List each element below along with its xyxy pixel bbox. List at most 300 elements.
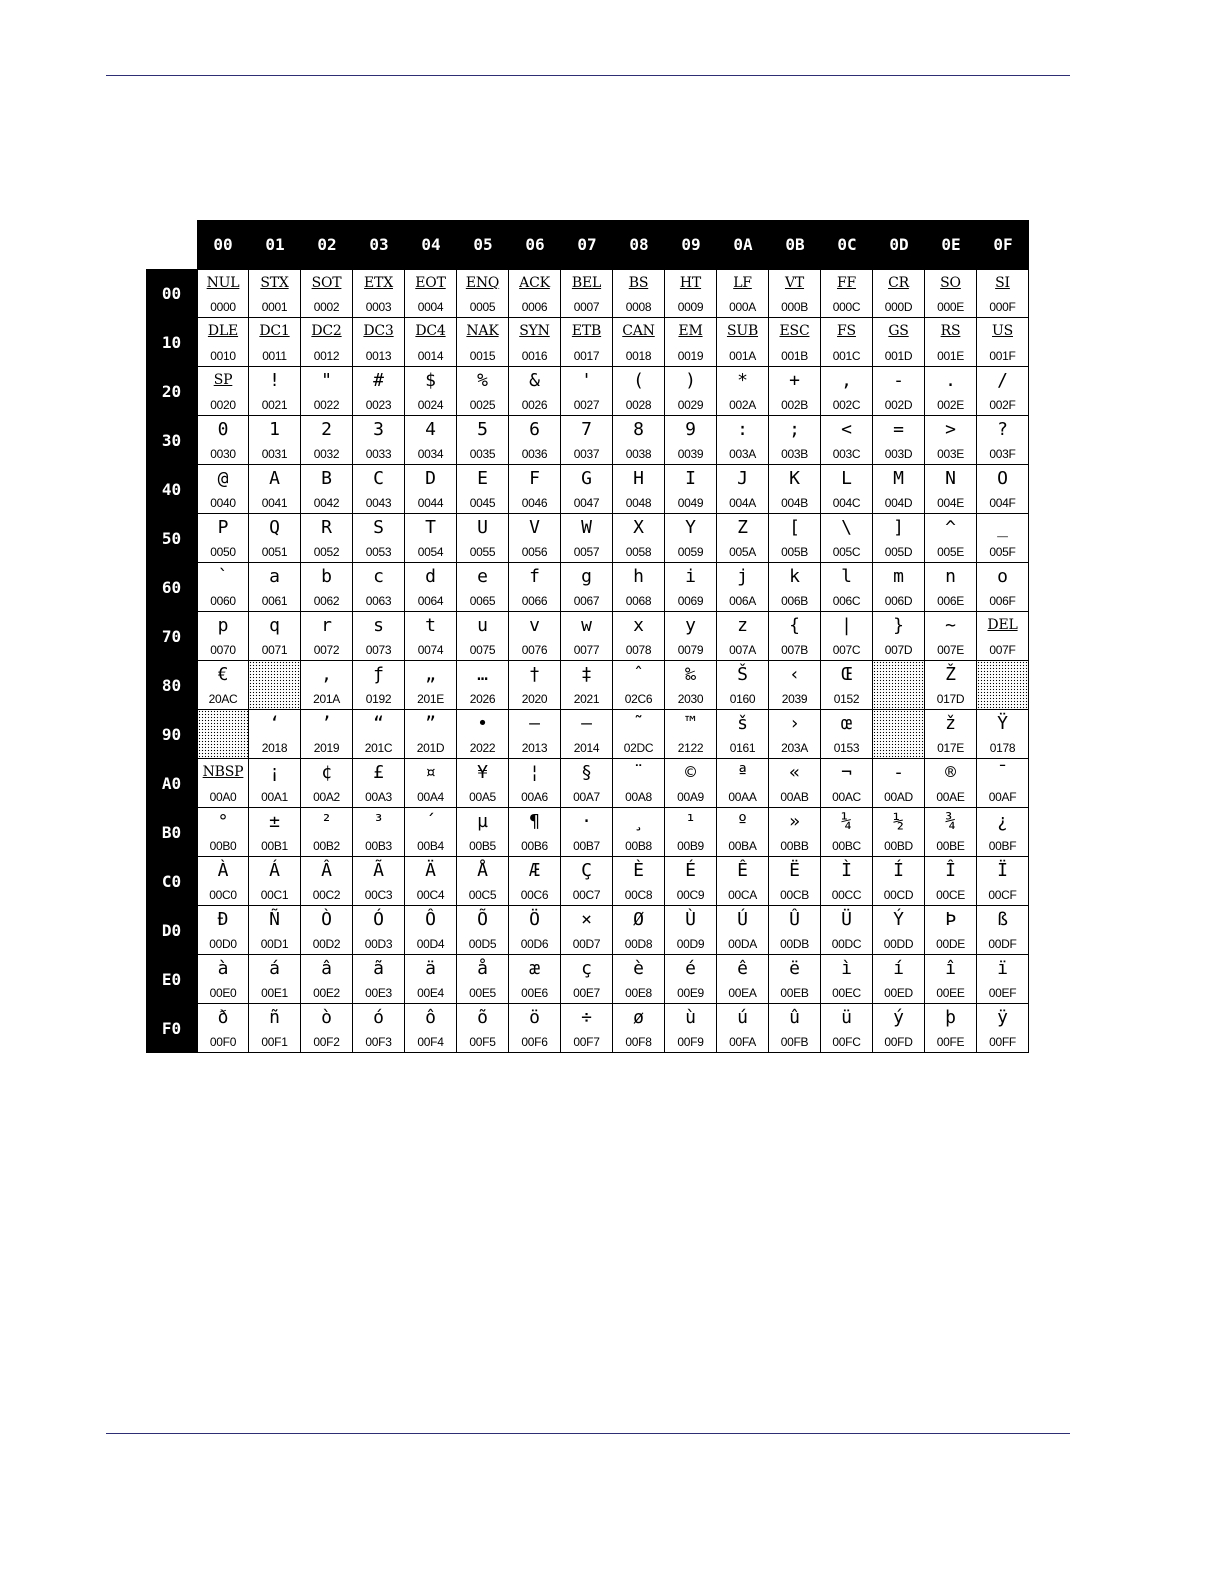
character-glyph: Ù bbox=[685, 909, 696, 930]
character-cell bbox=[717, 808, 769, 857]
character-glyph: e bbox=[477, 566, 488, 587]
unicode-value: 007E bbox=[937, 643, 964, 657]
unicode-value: 00DA bbox=[728, 937, 757, 951]
control-code-label: ETB bbox=[571, 323, 602, 339]
character-cell bbox=[405, 906, 457, 955]
column-header: 0C bbox=[821, 220, 873, 269]
character-cell bbox=[925, 808, 977, 857]
unicode-value: 00B3 bbox=[365, 839, 392, 853]
unicode-value: 00B0 bbox=[209, 839, 237, 853]
character-glyph: a bbox=[269, 566, 280, 587]
character-glyph: i bbox=[685, 566, 696, 587]
character-cell bbox=[301, 857, 353, 906]
unicode-value: 2018 bbox=[261, 741, 288, 755]
character-glyph: Ž bbox=[945, 664, 956, 685]
column-header: 0B bbox=[769, 220, 821, 269]
character-glyph: < bbox=[841, 419, 852, 440]
unicode-value: 0079 bbox=[677, 643, 704, 657]
unicode-value: 0066 bbox=[521, 594, 548, 608]
character-glyph: _ bbox=[997, 517, 1008, 538]
control-code-label: VT bbox=[784, 275, 805, 291]
unicode-value: 00CE bbox=[936, 888, 965, 902]
unicode-value: 00AA bbox=[728, 790, 757, 804]
character-cell bbox=[925, 661, 977, 710]
unicode-value: 0004 bbox=[417, 300, 444, 314]
character-cell bbox=[509, 416, 561, 465]
character-cell bbox=[509, 808, 561, 857]
character-glyph: ø bbox=[633, 1007, 644, 1028]
unicode-value: 00BF bbox=[988, 839, 1017, 853]
character-cell bbox=[353, 563, 405, 612]
unicode-value: 00E0 bbox=[209, 986, 237, 1000]
character-cell bbox=[821, 808, 873, 857]
unicode-value: 00CC bbox=[831, 888, 862, 902]
character-cell bbox=[977, 367, 1029, 416]
character-glyph: c bbox=[373, 566, 384, 587]
control-code-label: ESC bbox=[779, 323, 810, 339]
control-code-label: BS bbox=[628, 275, 649, 291]
character-cell bbox=[457, 906, 509, 955]
character-cell bbox=[249, 1004, 301, 1053]
character-cell bbox=[613, 318, 665, 367]
unicode-value: 00D1 bbox=[260, 937, 289, 951]
character-cell bbox=[873, 1004, 925, 1053]
unicode-value: 00EF bbox=[988, 986, 1017, 1000]
unicode-value: 00B9 bbox=[677, 839, 704, 853]
character-cell bbox=[197, 1004, 249, 1053]
unicode-value: 0063 bbox=[365, 594, 392, 608]
character-cell bbox=[561, 416, 613, 465]
unicode-value: 007F bbox=[989, 643, 1016, 657]
character-glyph: Z bbox=[737, 517, 748, 538]
character-glyph: ” bbox=[425, 713, 436, 734]
unicode-value: 00AE bbox=[936, 790, 965, 804]
unicode-value: 004F bbox=[989, 496, 1016, 510]
character-glyph: ü bbox=[841, 1007, 852, 1028]
unicode-value: 003F bbox=[989, 447, 1016, 461]
unicode-value: 02C6 bbox=[624, 692, 653, 706]
character-cell bbox=[821, 269, 873, 318]
control-code-label: LF bbox=[733, 275, 752, 291]
unicode-value: 00FE bbox=[936, 1035, 965, 1049]
character-cell bbox=[353, 465, 405, 514]
character-cell bbox=[717, 612, 769, 661]
column-header: 07 bbox=[561, 220, 613, 269]
character-cell bbox=[873, 416, 925, 465]
character-cell bbox=[977, 955, 1029, 1004]
character-cell bbox=[665, 857, 717, 906]
unicode-value: 006B bbox=[781, 594, 808, 608]
character-cell bbox=[509, 1004, 561, 1053]
control-code-label: SI bbox=[995, 275, 1010, 291]
unicode-value: 00EB bbox=[780, 986, 809, 1000]
character-cell bbox=[301, 1004, 353, 1053]
row-header: 00 bbox=[146, 269, 197, 318]
character-glyph: ì bbox=[841, 958, 852, 979]
character-cell bbox=[353, 710, 405, 759]
character-cell bbox=[457, 955, 509, 1004]
character-glyph: Ó bbox=[373, 909, 384, 930]
unicode-value: 00D5 bbox=[468, 937, 497, 951]
unicode-value: 0032 bbox=[313, 447, 340, 461]
character-glyph: / bbox=[997, 370, 1008, 391]
character-cell bbox=[925, 710, 977, 759]
character-cell bbox=[197, 367, 249, 416]
character-glyph: ° bbox=[217, 811, 229, 832]
unicode-value: 017E bbox=[937, 741, 964, 755]
character-glyph: Ô bbox=[425, 909, 436, 930]
character-glyph: 2 bbox=[321, 419, 332, 440]
character-cell bbox=[613, 710, 665, 759]
character-glyph: “ bbox=[373, 713, 384, 734]
character-glyph: ˜ bbox=[633, 713, 644, 734]
unicode-value: 00CB bbox=[780, 888, 809, 902]
undefined-cell bbox=[977, 661, 1029, 710]
unicode-value: 0014 bbox=[417, 349, 444, 363]
character-cell bbox=[457, 367, 509, 416]
character-cell bbox=[821, 661, 873, 710]
character-cell bbox=[873, 514, 925, 563]
character-cell bbox=[509, 318, 561, 367]
character-cell bbox=[717, 710, 769, 759]
unicode-value: 007A bbox=[729, 643, 756, 657]
unicode-value: 00B4 bbox=[417, 839, 444, 853]
character-cell bbox=[301, 612, 353, 661]
character-cell bbox=[249, 955, 301, 1004]
character-cell bbox=[197, 465, 249, 514]
character-glyph: „ bbox=[425, 664, 436, 685]
unicode-value: 002C bbox=[832, 398, 861, 412]
character-glyph: ; bbox=[789, 419, 800, 440]
unicode-value: 0047 bbox=[573, 496, 600, 510]
column-header: 01 bbox=[249, 220, 301, 269]
unicode-value: 0069 bbox=[677, 594, 704, 608]
character-cell bbox=[769, 857, 821, 906]
unicode-value: 0033 bbox=[365, 447, 392, 461]
character-cell bbox=[509, 955, 561, 1004]
unicode-value: 0060 bbox=[210, 594, 236, 608]
character-glyph: ´ bbox=[425, 811, 436, 832]
character-glyph: v bbox=[529, 615, 540, 636]
character-glyph: ¶ bbox=[529, 811, 540, 832]
character-cell bbox=[301, 808, 353, 857]
unicode-value: 00BB bbox=[780, 839, 809, 853]
unicode-value: 0058 bbox=[625, 545, 652, 559]
character-glyph: § bbox=[581, 762, 592, 783]
unicode-value: 00BD bbox=[884, 839, 913, 853]
character-cell bbox=[249, 514, 301, 563]
character-glyph: œ bbox=[841, 713, 852, 734]
character-cell bbox=[613, 759, 665, 808]
character-cell bbox=[405, 808, 457, 857]
unicode-value: 0010 bbox=[210, 349, 236, 363]
character-cell bbox=[301, 563, 353, 612]
unicode-value: 0050 bbox=[210, 545, 236, 559]
character-glyph: é bbox=[685, 958, 696, 979]
unicode-value: 203A bbox=[781, 741, 808, 755]
character-cell bbox=[405, 269, 457, 318]
unicode-value: 001B bbox=[781, 349, 808, 363]
character-cell bbox=[977, 269, 1029, 318]
character-glyph: 5 bbox=[477, 419, 488, 440]
unicode-value: 0022 bbox=[313, 398, 340, 412]
character-cell bbox=[665, 416, 717, 465]
character-glyph: ‚ bbox=[321, 664, 332, 685]
unicode-value: 0037 bbox=[573, 447, 600, 461]
unicode-value: 00A0 bbox=[209, 790, 237, 804]
character-glyph: Ò bbox=[321, 909, 332, 930]
unicode-value: 0008 bbox=[625, 300, 652, 314]
character-cell bbox=[873, 808, 925, 857]
character-cell bbox=[561, 906, 613, 955]
character-cell bbox=[613, 857, 665, 906]
row-header: A0 bbox=[146, 759, 197, 808]
character-cell bbox=[561, 612, 613, 661]
character-glyph: " bbox=[321, 370, 332, 391]
character-glyph: ¢ bbox=[321, 762, 332, 783]
character-cell bbox=[821, 318, 873, 367]
character-glyph: b bbox=[321, 566, 332, 587]
unicode-value: 000C bbox=[832, 300, 861, 314]
character-code-table bbox=[146, 220, 1031, 1055]
unicode-value: 00E4 bbox=[417, 986, 444, 1000]
unicode-value: 0027 bbox=[573, 398, 600, 412]
character-cell bbox=[197, 857, 249, 906]
character-glyph: Ï bbox=[997, 860, 1008, 881]
character-cell bbox=[821, 857, 873, 906]
column-header: 06 bbox=[509, 220, 561, 269]
unicode-value: 0045 bbox=[469, 496, 496, 510]
character-glyph: E bbox=[477, 468, 488, 489]
character-glyph: º bbox=[737, 811, 748, 832]
unicode-value: 00CD bbox=[883, 888, 914, 902]
unicode-value: 0161 bbox=[729, 741, 756, 755]
character-glyph: u bbox=[477, 615, 488, 636]
character-glyph: ‹ bbox=[789, 664, 800, 685]
character-cell bbox=[301, 759, 353, 808]
character-glyph: á bbox=[269, 958, 280, 979]
unicode-value: 0074 bbox=[417, 643, 444, 657]
character-cell bbox=[405, 465, 457, 514]
character-glyph: È bbox=[633, 860, 644, 881]
unicode-value: 00CF bbox=[988, 888, 1017, 902]
unicode-value: 00A6 bbox=[521, 790, 548, 804]
control-code-label: RS bbox=[940, 323, 961, 339]
character-cell bbox=[197, 612, 249, 661]
character-glyph: › bbox=[789, 713, 800, 734]
unicode-value: 00FF bbox=[989, 1035, 1016, 1049]
character-cell bbox=[613, 367, 665, 416]
character-cell bbox=[769, 465, 821, 514]
unicode-value: 201C bbox=[364, 741, 393, 755]
control-code-label: DEL bbox=[987, 617, 1018, 633]
character-cell bbox=[613, 1004, 665, 1053]
control-code-label: FF bbox=[836, 275, 857, 291]
character-glyph: ö bbox=[529, 1007, 540, 1028]
unicode-value: 0034 bbox=[417, 447, 444, 461]
character-cell bbox=[509, 367, 561, 416]
character-glyph: â bbox=[321, 958, 332, 979]
unicode-value: 00D4 bbox=[416, 937, 445, 951]
unicode-value: 0026 bbox=[521, 398, 548, 412]
character-glyph: ¼ bbox=[841, 811, 852, 832]
character-cell bbox=[561, 563, 613, 612]
character-glyph: z bbox=[737, 615, 748, 636]
character-cell bbox=[873, 367, 925, 416]
character-glyph: æ bbox=[529, 958, 540, 979]
character-cell bbox=[769, 661, 821, 710]
unicode-value: 2021 bbox=[573, 692, 600, 706]
character-cell bbox=[249, 906, 301, 955]
character-cell bbox=[197, 906, 249, 955]
unicode-value: 00F6 bbox=[521, 1035, 548, 1049]
character-glyph: g bbox=[581, 566, 592, 587]
character-glyph: … bbox=[477, 664, 488, 685]
unicode-value: 00C1 bbox=[260, 888, 289, 902]
undefined-cell bbox=[197, 710, 249, 759]
unicode-value: 0072 bbox=[313, 643, 340, 657]
unicode-value: 00D9 bbox=[676, 937, 705, 951]
character-cell bbox=[405, 759, 457, 808]
character-cell bbox=[457, 612, 509, 661]
character-cell bbox=[613, 416, 665, 465]
character-cell bbox=[769, 514, 821, 563]
character-glyph: Ä bbox=[425, 860, 436, 881]
row-header: 20 bbox=[146, 367, 197, 416]
unicode-value: 005F bbox=[989, 545, 1016, 559]
character-glyph: - bbox=[893, 370, 904, 391]
character-cell bbox=[821, 1004, 873, 1053]
character-cell bbox=[561, 710, 613, 759]
character-glyph: Ü bbox=[841, 909, 852, 930]
unicode-value: 0012 bbox=[313, 349, 340, 363]
character-glyph: y bbox=[685, 615, 696, 636]
character-glyph: ó bbox=[373, 1007, 384, 1028]
character-cell bbox=[561, 955, 613, 1004]
character-cell bbox=[509, 661, 561, 710]
character-glyph: X bbox=[633, 517, 644, 538]
character-cell bbox=[665, 1004, 717, 1053]
character-glyph: Æ bbox=[529, 860, 540, 881]
character-cell bbox=[509, 465, 561, 514]
unicode-value: 0051 bbox=[261, 545, 288, 559]
character-glyph: t bbox=[425, 615, 436, 636]
unicode-value: 005E bbox=[937, 545, 964, 559]
character-cell bbox=[977, 857, 1029, 906]
character-glyph: P bbox=[217, 517, 229, 538]
unicode-value: 20AC bbox=[208, 692, 238, 706]
control-code-label: SUB bbox=[726, 323, 759, 339]
character-cell bbox=[977, 465, 1029, 514]
character-glyph: 7 bbox=[581, 419, 592, 440]
character-glyph: µ bbox=[477, 811, 488, 832]
character-glyph: { bbox=[789, 615, 800, 636]
unicode-value: 00C7 bbox=[572, 888, 601, 902]
character-cell bbox=[821, 563, 873, 612]
character-glyph: [ bbox=[789, 517, 800, 538]
unicode-value: 201D bbox=[416, 741, 445, 755]
character-glyph: . bbox=[945, 370, 956, 391]
character-glyph: Ã bbox=[373, 860, 384, 881]
character-cell bbox=[977, 318, 1029, 367]
character-cell bbox=[613, 563, 665, 612]
row-header: C0 bbox=[146, 857, 197, 906]
character-cell bbox=[509, 514, 561, 563]
character-cell bbox=[457, 857, 509, 906]
unicode-value: 00A2 bbox=[313, 790, 340, 804]
unicode-value: 00E8 bbox=[625, 986, 652, 1000]
unicode-value: 00DD bbox=[883, 937, 914, 951]
undefined-cell bbox=[873, 661, 925, 710]
unicode-value: 00D2 bbox=[312, 937, 341, 951]
unicode-value: 00A4 bbox=[417, 790, 444, 804]
character-glyph: Õ bbox=[477, 909, 488, 930]
character-cell bbox=[769, 955, 821, 1004]
unicode-value: 0070 bbox=[210, 643, 236, 657]
unicode-value: 00AC bbox=[832, 790, 861, 804]
character-cell bbox=[925, 1004, 977, 1053]
unicode-value: 00AF bbox=[988, 790, 1017, 804]
character-glyph: S bbox=[373, 517, 384, 538]
character-glyph: r bbox=[321, 615, 332, 636]
character-glyph: ô bbox=[425, 1007, 436, 1028]
character-glyph: » bbox=[789, 811, 800, 832]
character-glyph: Š bbox=[737, 664, 748, 685]
character-cell bbox=[665, 514, 717, 563]
character-cell bbox=[613, 514, 665, 563]
control-code-label: DC1 bbox=[259, 323, 290, 339]
column-header: 08 bbox=[613, 220, 665, 269]
column-header: 0D bbox=[873, 220, 925, 269]
unicode-value: 00DF bbox=[988, 937, 1017, 951]
control-code-label: SO bbox=[940, 275, 961, 291]
control-code-label: EOT bbox=[415, 275, 446, 291]
row-header: F0 bbox=[146, 1004, 197, 1053]
character-cell bbox=[925, 563, 977, 612]
character-glyph: ™ bbox=[685, 713, 696, 734]
unicode-value: 004C bbox=[832, 496, 861, 510]
control-code-label: EM bbox=[678, 323, 703, 339]
character-glyph: ñ bbox=[269, 1007, 280, 1028]
character-glyph: ý bbox=[893, 1007, 904, 1028]
character-glyph: * bbox=[737, 370, 748, 391]
unicode-value: 004D bbox=[884, 496, 913, 510]
character-cell bbox=[457, 661, 509, 710]
row-header: D0 bbox=[146, 906, 197, 955]
unicode-value: 00E2 bbox=[313, 986, 340, 1000]
character-cell bbox=[717, 955, 769, 1004]
character-cell bbox=[353, 269, 405, 318]
character-cell bbox=[561, 1004, 613, 1053]
character-glyph: F bbox=[529, 468, 540, 489]
character-glyph: 6 bbox=[529, 419, 540, 440]
control-code-label: DC2 bbox=[311, 323, 342, 339]
unicode-value: 00BA bbox=[728, 839, 757, 853]
unicode-value: 006A bbox=[729, 594, 756, 608]
unicode-value: 0035 bbox=[469, 447, 496, 461]
character-glyph: h bbox=[633, 566, 644, 587]
character-cell bbox=[977, 612, 1029, 661]
character-glyph: Ì bbox=[841, 860, 852, 881]
unicode-value: 0003 bbox=[365, 300, 392, 314]
character-cell bbox=[821, 759, 873, 808]
character-cell bbox=[197, 514, 249, 563]
character-cell bbox=[665, 710, 717, 759]
unicode-value: 00F1 bbox=[261, 1035, 288, 1049]
unicode-value: 000B bbox=[781, 300, 808, 314]
unicode-value: 00DC bbox=[831, 937, 862, 951]
character-cell bbox=[405, 416, 457, 465]
